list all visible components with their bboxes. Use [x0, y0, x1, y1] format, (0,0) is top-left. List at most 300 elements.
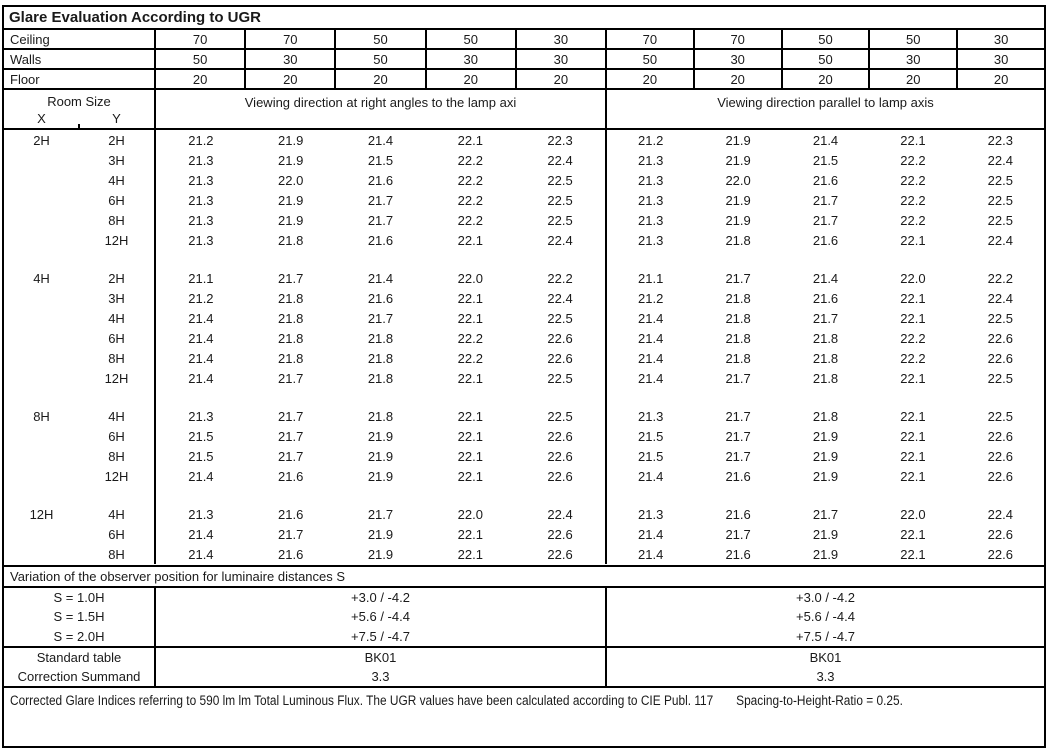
- ugr-value: 22.1: [900, 546, 926, 562]
- ugr-value: 21.2: [188, 290, 214, 306]
- ugr-value: 21.2: [188, 132, 214, 148]
- ugr-value: 22.6: [987, 350, 1013, 366]
- room-x-value: [4, 348, 79, 368]
- room-x-value: [4, 368, 79, 388]
- ugr-row: [4, 524, 1044, 544]
- room-x-value: [4, 190, 79, 210]
- ugr-value: 22.3: [547, 132, 573, 148]
- values-parallel: [607, 504, 1044, 524]
- room-size-cell: [4, 250, 156, 268]
- values-parallel: [607, 466, 1044, 486]
- ugr-row: [4, 130, 1044, 150]
- viewing-direction-right-angles-header: Viewing direction at right angles to the lamp axi: [156, 90, 607, 128]
- ugr-value: 22.4: [547, 232, 573, 248]
- ugr-value: 21.7: [725, 448, 751, 464]
- room-y-value: 8H: [108, 448, 125, 464]
- ugr-value: 21.4: [188, 310, 214, 326]
- ugr-value: 21.1: [638, 270, 664, 286]
- surface-value: 20: [156, 70, 246, 88]
- ugr-value: 21.9: [367, 546, 394, 562]
- luminous-flux-note: Corrected Glare Indices referring to 590 lm lm Total Luminous Flux. The UGR values have been calculated according to CIE Publ. 117: [10, 693, 714, 708]
- values-right-angles: [156, 308, 607, 328]
- values-right-angles: [156, 368, 607, 388]
- ugr-value: 22.1: [900, 428, 926, 444]
- ugr-row: [4, 348, 1044, 368]
- surface-value: 70: [246, 30, 336, 48]
- surface-value: 50: [870, 30, 958, 48]
- ugr-value: 22.2: [900, 330, 926, 346]
- correction-summand-parallel: 3.3: [816, 669, 835, 684]
- ugr-value: 21.4: [638, 526, 664, 542]
- values-right-angles: [156, 210, 607, 230]
- ugr-value: 22.5: [987, 370, 1013, 386]
- values-parallel: [607, 190, 1044, 210]
- ugr-value: 22.0: [278, 172, 304, 188]
- values-parallel: [607, 308, 1044, 328]
- ugr-value: 21.7: [725, 270, 751, 286]
- room-y-value: 6H: [108, 330, 125, 346]
- room-size-cell: [4, 308, 156, 328]
- room-y-value: 6H: [108, 428, 125, 444]
- ugr-value: 21.9: [278, 192, 304, 208]
- room-size-cell: [4, 328, 156, 348]
- ugr-value: 21.7: [725, 526, 751, 542]
- values-right-angles: [156, 466, 607, 486]
- ugr-value: 22.6: [547, 526, 573, 542]
- ugr-value: 22.1: [900, 408, 926, 424]
- s-correction-right-angles: +3.0 / -4.2: [156, 588, 607, 607]
- ugr-value: 22.5: [987, 192, 1013, 208]
- ugr-value: 22.0: [900, 506, 926, 522]
- room-y-value: 12H: [104, 232, 129, 248]
- surface-values-left: [156, 30, 607, 48]
- room-x-value: [4, 308, 79, 328]
- ugr-value: 21.9: [278, 212, 304, 228]
- surface-label: Floor: [4, 70, 156, 88]
- room-x-value: 4H: [33, 270, 50, 286]
- values-parallel: [607, 328, 1044, 348]
- ugr-value: 22.2: [457, 192, 483, 208]
- ugr-value: 21.8: [367, 330, 394, 346]
- ugr-value: 22.6: [987, 546, 1013, 562]
- surface-values-left: [156, 70, 607, 88]
- values-right-angles: [156, 130, 607, 150]
- ugr-value: 21.8: [367, 370, 394, 386]
- surface-value: 30: [553, 31, 569, 47]
- ugr-value: 21.8: [725, 290, 751, 306]
- ugr-value: 21.9: [725, 212, 751, 228]
- ugr-value: 21.2: [638, 290, 664, 306]
- ugr-value: 21.8: [725, 310, 751, 326]
- room-size-cell: [4, 268, 156, 288]
- surface-value: 30: [695, 50, 783, 68]
- ugr-value: 22.1: [900, 526, 926, 542]
- room-y-value: 2H: [108, 270, 125, 286]
- surface-value: 20: [870, 70, 958, 88]
- ugr-value: 21.6: [725, 468, 751, 484]
- room-size-cell: [4, 230, 156, 250]
- surface-value: 30: [427, 50, 517, 68]
- surface-value: 20: [553, 71, 569, 87]
- values-right-angles: [156, 288, 607, 308]
- ugr-row: [4, 190, 1044, 210]
- ugr-value: 22.4: [987, 290, 1013, 306]
- spacing-to-height-ratio: Spacing-to-Height-Ratio = 0.25.: [736, 693, 903, 708]
- standard-table-parallel: BK01: [809, 650, 842, 665]
- values-right-angles: [156, 504, 607, 524]
- ugr-value: 21.8: [812, 350, 839, 366]
- viewing-direction-parallel-header: Viewing direction parallel to lamp axis: [717, 95, 934, 110]
- surface-value: 70: [695, 30, 783, 48]
- room-size-cell: [4, 130, 156, 150]
- ugr-value: 21.6: [812, 232, 839, 248]
- room-size-cell: [4, 446, 156, 466]
- ugr-value: 21.4: [188, 526, 214, 542]
- ugr-value: 21.4: [812, 270, 839, 286]
- ugr-value: 22.1: [457, 310, 483, 326]
- surface-label: Ceiling: [4, 30, 156, 48]
- room-x-value: [4, 328, 79, 348]
- surface-value: 50: [783, 30, 871, 48]
- page-title: Glare Evaluation According to UGR: [4, 7, 1044, 30]
- room-y-value: 4H: [108, 310, 125, 326]
- surface-value: 30: [993, 51, 1009, 67]
- ugr-value: 21.4: [188, 468, 214, 484]
- values-right-angles: [156, 446, 607, 466]
- ugr-row: [4, 170, 1044, 190]
- ugr-value: 21.8: [278, 232, 304, 248]
- ugr-value: 22.2: [900, 212, 926, 228]
- ugr-value: 22.6: [987, 428, 1013, 444]
- room-size-cell: [4, 466, 156, 486]
- surface-value: 20: [336, 70, 426, 88]
- ugr-data-area: [4, 130, 1044, 567]
- ugr-value: 21.7: [278, 526, 304, 542]
- ugr-value: 22.2: [457, 330, 483, 346]
- ugr-value: 22.6: [987, 468, 1013, 484]
- s-row: [4, 588, 1044, 607]
- ugr-row: [4, 268, 1044, 288]
- surface-value: 50: [336, 50, 426, 68]
- s-correction-right-angles: +5.6 / -4.4: [156, 607, 607, 626]
- s-row: [4, 607, 1044, 626]
- ugr-value: 21.6: [367, 172, 394, 188]
- room-x-value: [4, 230, 79, 250]
- ugr-value: 22.4: [547, 152, 573, 168]
- ugr-value: 22.2: [900, 172, 926, 188]
- ugr-value: 22.4: [987, 152, 1013, 168]
- ugr-row: [4, 504, 1044, 524]
- values-parallel: [607, 368, 1044, 388]
- surface-value: 30: [553, 51, 569, 67]
- values-parallel: [607, 486, 1044, 504]
- s-correction-parallel: +5.6 / -4.4: [796, 609, 855, 625]
- ugr-value: 22.1: [457, 290, 483, 306]
- ugr-value: 22.6: [987, 330, 1013, 346]
- ugr-row: [4, 466, 1044, 486]
- ugr-value: 21.3: [188, 232, 214, 248]
- surface-value: 70: [156, 30, 246, 48]
- ugr-value: 21.9: [367, 448, 394, 464]
- values-parallel: [607, 170, 1044, 190]
- ugr-value: 21.3: [638, 192, 664, 208]
- ugr-value: 21.4: [188, 370, 214, 386]
- values-right-angles: [156, 388, 607, 406]
- ugr-value: 21.6: [278, 546, 304, 562]
- values-parallel: [607, 268, 1044, 288]
- ugr-row: [4, 446, 1044, 466]
- ugr-value: 21.9: [812, 526, 839, 542]
- values-right-angles: [156, 328, 607, 348]
- ugr-value: 21.7: [725, 408, 751, 424]
- ugr-value: 21.9: [367, 526, 394, 542]
- ugr-value: 22.4: [987, 232, 1013, 248]
- ugr-value: 21.8: [725, 232, 751, 248]
- s-row: [4, 627, 1044, 646]
- ugr-value: 21.7: [725, 370, 751, 386]
- s-correction-parallel: +3.0 / -4.2: [796, 590, 855, 606]
- ugr-value: 21.5: [638, 428, 664, 444]
- ugr-value: 21.9: [278, 152, 304, 168]
- ugr-value: 21.8: [278, 330, 304, 346]
- values-right-angles: [156, 190, 607, 210]
- ugr-value: 21.7: [725, 428, 751, 444]
- ugr-value: 22.6: [547, 546, 573, 562]
- ugr-value: 22.1: [457, 468, 483, 484]
- values-parallel: [607, 150, 1044, 170]
- room-y-value: 3H: [108, 152, 125, 168]
- values-right-angles: [156, 426, 607, 446]
- glare-evaluation-table: [2, 5, 1046, 748]
- ugr-value: 21.7: [367, 310, 394, 326]
- ugr-value: 21.6: [812, 290, 839, 306]
- room-y-value: 6H: [108, 526, 125, 542]
- ugr-value: 21.4: [638, 330, 664, 346]
- ugr-value: 22.5: [547, 192, 573, 208]
- ugr-value: 21.7: [367, 506, 394, 522]
- surface-values-right: [607, 50, 1044, 68]
- footer-note-text: [10, 693, 903, 708]
- values-parallel: [607, 446, 1044, 466]
- surface-value: 20: [695, 70, 783, 88]
- ugr-value: 21.5: [638, 448, 664, 464]
- ugr-value: 21.7: [812, 506, 839, 522]
- values-parallel: [607, 230, 1044, 250]
- room-y-value: 12H: [104, 370, 129, 386]
- ugr-value: 22.4: [987, 506, 1013, 522]
- room-x-value: [4, 288, 79, 308]
- ugr-value: 21.7: [278, 370, 304, 386]
- ugr-value: 21.8: [812, 330, 839, 346]
- ugr-value: 21.9: [367, 428, 394, 444]
- room-size-cell: [4, 486, 156, 504]
- ugr-value: 21.3: [188, 172, 214, 188]
- values-parallel: [607, 388, 1044, 406]
- room-x-value: [4, 524, 79, 544]
- room-y-value: 8H: [108, 546, 125, 562]
- ugr-value: 21.7: [278, 428, 304, 444]
- room-size-cell: [4, 348, 156, 368]
- ugr-value: 21.2: [638, 132, 664, 148]
- ugr-value: 21.4: [638, 546, 664, 562]
- ugr-value: 21.7: [367, 192, 394, 208]
- ugr-value: 22.5: [547, 370, 573, 386]
- surface-row: [4, 50, 1044, 70]
- summary-section: [4, 648, 1044, 688]
- ugr-value: 22.1: [900, 448, 926, 464]
- room-y-value: 4H: [108, 172, 125, 188]
- room-y-value: 12H: [104, 468, 129, 484]
- ugr-value: 21.3: [188, 192, 214, 208]
- ugr-value: 22.2: [987, 270, 1013, 286]
- ugr-value: 22.5: [547, 172, 573, 188]
- room-size-cell: [4, 426, 156, 446]
- surface-value: 30: [870, 50, 958, 68]
- correction-summand-right-angles: 3.3: [156, 667, 607, 686]
- ugr-value: 22.1: [457, 370, 483, 386]
- ugr-value: 21.8: [812, 370, 839, 386]
- ugr-value: 22.1: [900, 290, 926, 306]
- ugr-value: 21.8: [278, 310, 304, 326]
- ugr-value: 21.8: [367, 408, 394, 424]
- ugr-value: 21.7: [278, 270, 304, 286]
- ugr-value: 22.5: [547, 212, 573, 228]
- ugr-value: 21.4: [367, 270, 394, 286]
- correction-summand-row: [4, 667, 1044, 686]
- ugr-value: 21.4: [638, 370, 664, 386]
- values-parallel: [607, 250, 1044, 268]
- ugr-row: [4, 544, 1044, 564]
- surface-reflectance-rows: [4, 30, 1044, 90]
- ugr-value: 21.6: [725, 506, 751, 522]
- surface-value: 20: [607, 70, 695, 88]
- ugr-value: 22.0: [457, 506, 483, 522]
- ugr-value: 22.5: [987, 212, 1013, 228]
- ugr-value: 21.4: [638, 350, 664, 366]
- room-x-value: [4, 466, 79, 486]
- room-size-cell: [4, 544, 156, 564]
- ugr-value: 21.9: [725, 132, 751, 148]
- ugr-value: 22.1: [457, 408, 483, 424]
- ugr-value: 21.4: [188, 350, 214, 366]
- room-size-cell: [4, 524, 156, 544]
- ugr-value: 21.3: [638, 152, 664, 168]
- values-parallel: [607, 348, 1044, 368]
- surface-label: Walls: [4, 50, 156, 68]
- ugr-value: 21.5: [188, 448, 214, 464]
- surface-value: 70: [607, 30, 695, 48]
- spacer-row: [4, 250, 1044, 268]
- ugr-row: [4, 210, 1044, 230]
- s-correction-right-angles: +7.5 / -4.7: [156, 627, 607, 646]
- ugr-value: 22.5: [547, 408, 573, 424]
- ugr-value: 22.2: [457, 172, 483, 188]
- values-right-angles: [156, 268, 607, 288]
- ugr-value: 21.7: [812, 310, 839, 326]
- ugr-value: 21.9: [725, 152, 751, 168]
- ugr-value: 21.6: [812, 172, 839, 188]
- ugr-value: 21.1: [188, 270, 214, 286]
- room-y-value: 4H: [108, 408, 125, 424]
- surface-values-right: [607, 30, 1044, 48]
- ugr-value: 21.6: [278, 506, 304, 522]
- ugr-value: 21.3: [638, 506, 664, 522]
- ugr-value: 22.2: [457, 152, 483, 168]
- ugr-value: 21.3: [188, 506, 214, 522]
- ugr-value: 21.9: [812, 546, 839, 562]
- ugr-value: 22.2: [547, 270, 573, 286]
- ugr-value: 21.8: [278, 290, 304, 306]
- room-x-value: 12H: [29, 506, 54, 522]
- surface-values-left: [156, 50, 607, 68]
- room-x-value: [4, 210, 79, 230]
- surface-value: 30: [993, 31, 1009, 47]
- surface-value: 50: [607, 50, 695, 68]
- ugr-value: 21.3: [638, 172, 664, 188]
- ugr-value: 21.4: [638, 468, 664, 484]
- ugr-value: 21.8: [278, 350, 304, 366]
- ugr-value: 22.6: [547, 350, 573, 366]
- ugr-value: 21.4: [188, 330, 214, 346]
- ugr-row: [4, 308, 1044, 328]
- room-size-label: Room Size: [47, 94, 111, 109]
- ugr-value: 22.0: [457, 270, 483, 286]
- spacer-row: [4, 486, 1044, 504]
- table-header: [4, 90, 1044, 130]
- room-x-value: [4, 150, 79, 170]
- values-right-angles: [156, 406, 607, 426]
- ugr-value: 22.1: [900, 468, 926, 484]
- values-right-angles: [156, 150, 607, 170]
- values-right-angles: [156, 170, 607, 190]
- ugr-value: 22.4: [547, 506, 573, 522]
- ugr-value: 21.4: [812, 132, 839, 148]
- ugr-value: 22.5: [987, 408, 1013, 424]
- ugr-value: 22.0: [725, 172, 751, 188]
- surface-value: 50: [156, 50, 246, 68]
- ugr-value: 22.6: [987, 448, 1013, 464]
- values-parallel: [607, 210, 1044, 230]
- values-right-angles: [156, 230, 607, 250]
- ugr-row: [4, 230, 1044, 250]
- standard-table-row: [4, 648, 1044, 667]
- ugr-value: 21.3: [638, 408, 664, 424]
- ugr-value: 22.3: [987, 132, 1013, 148]
- ugr-value: 22.0: [900, 270, 926, 286]
- s-distance-label: S = 1.5H: [4, 607, 156, 626]
- ugr-value: 22.1: [900, 232, 926, 248]
- room-size-cell: [4, 388, 156, 406]
- room-size-cell: [4, 504, 156, 524]
- ugr-value: 21.3: [188, 152, 214, 168]
- ugr-value: 21.9: [367, 468, 394, 484]
- ugr-value: 22.4: [547, 290, 573, 306]
- ugr-value: 21.8: [725, 330, 751, 346]
- ugr-value: 21.7: [812, 212, 839, 228]
- ugr-row: [4, 150, 1044, 170]
- ugr-value: 21.4: [367, 132, 394, 148]
- room-x-value: [4, 446, 79, 466]
- ugr-row: [4, 426, 1044, 446]
- ugr-value: 21.6: [278, 468, 304, 484]
- standard-table-right-angles: BK01: [156, 648, 607, 667]
- ugr-value: 22.2: [457, 212, 483, 228]
- ugr-value: 22.1: [900, 132, 926, 148]
- ugr-row: [4, 368, 1044, 388]
- ugr-row: [4, 288, 1044, 308]
- ugr-value: 21.4: [188, 546, 214, 562]
- room-x-value: [4, 544, 79, 564]
